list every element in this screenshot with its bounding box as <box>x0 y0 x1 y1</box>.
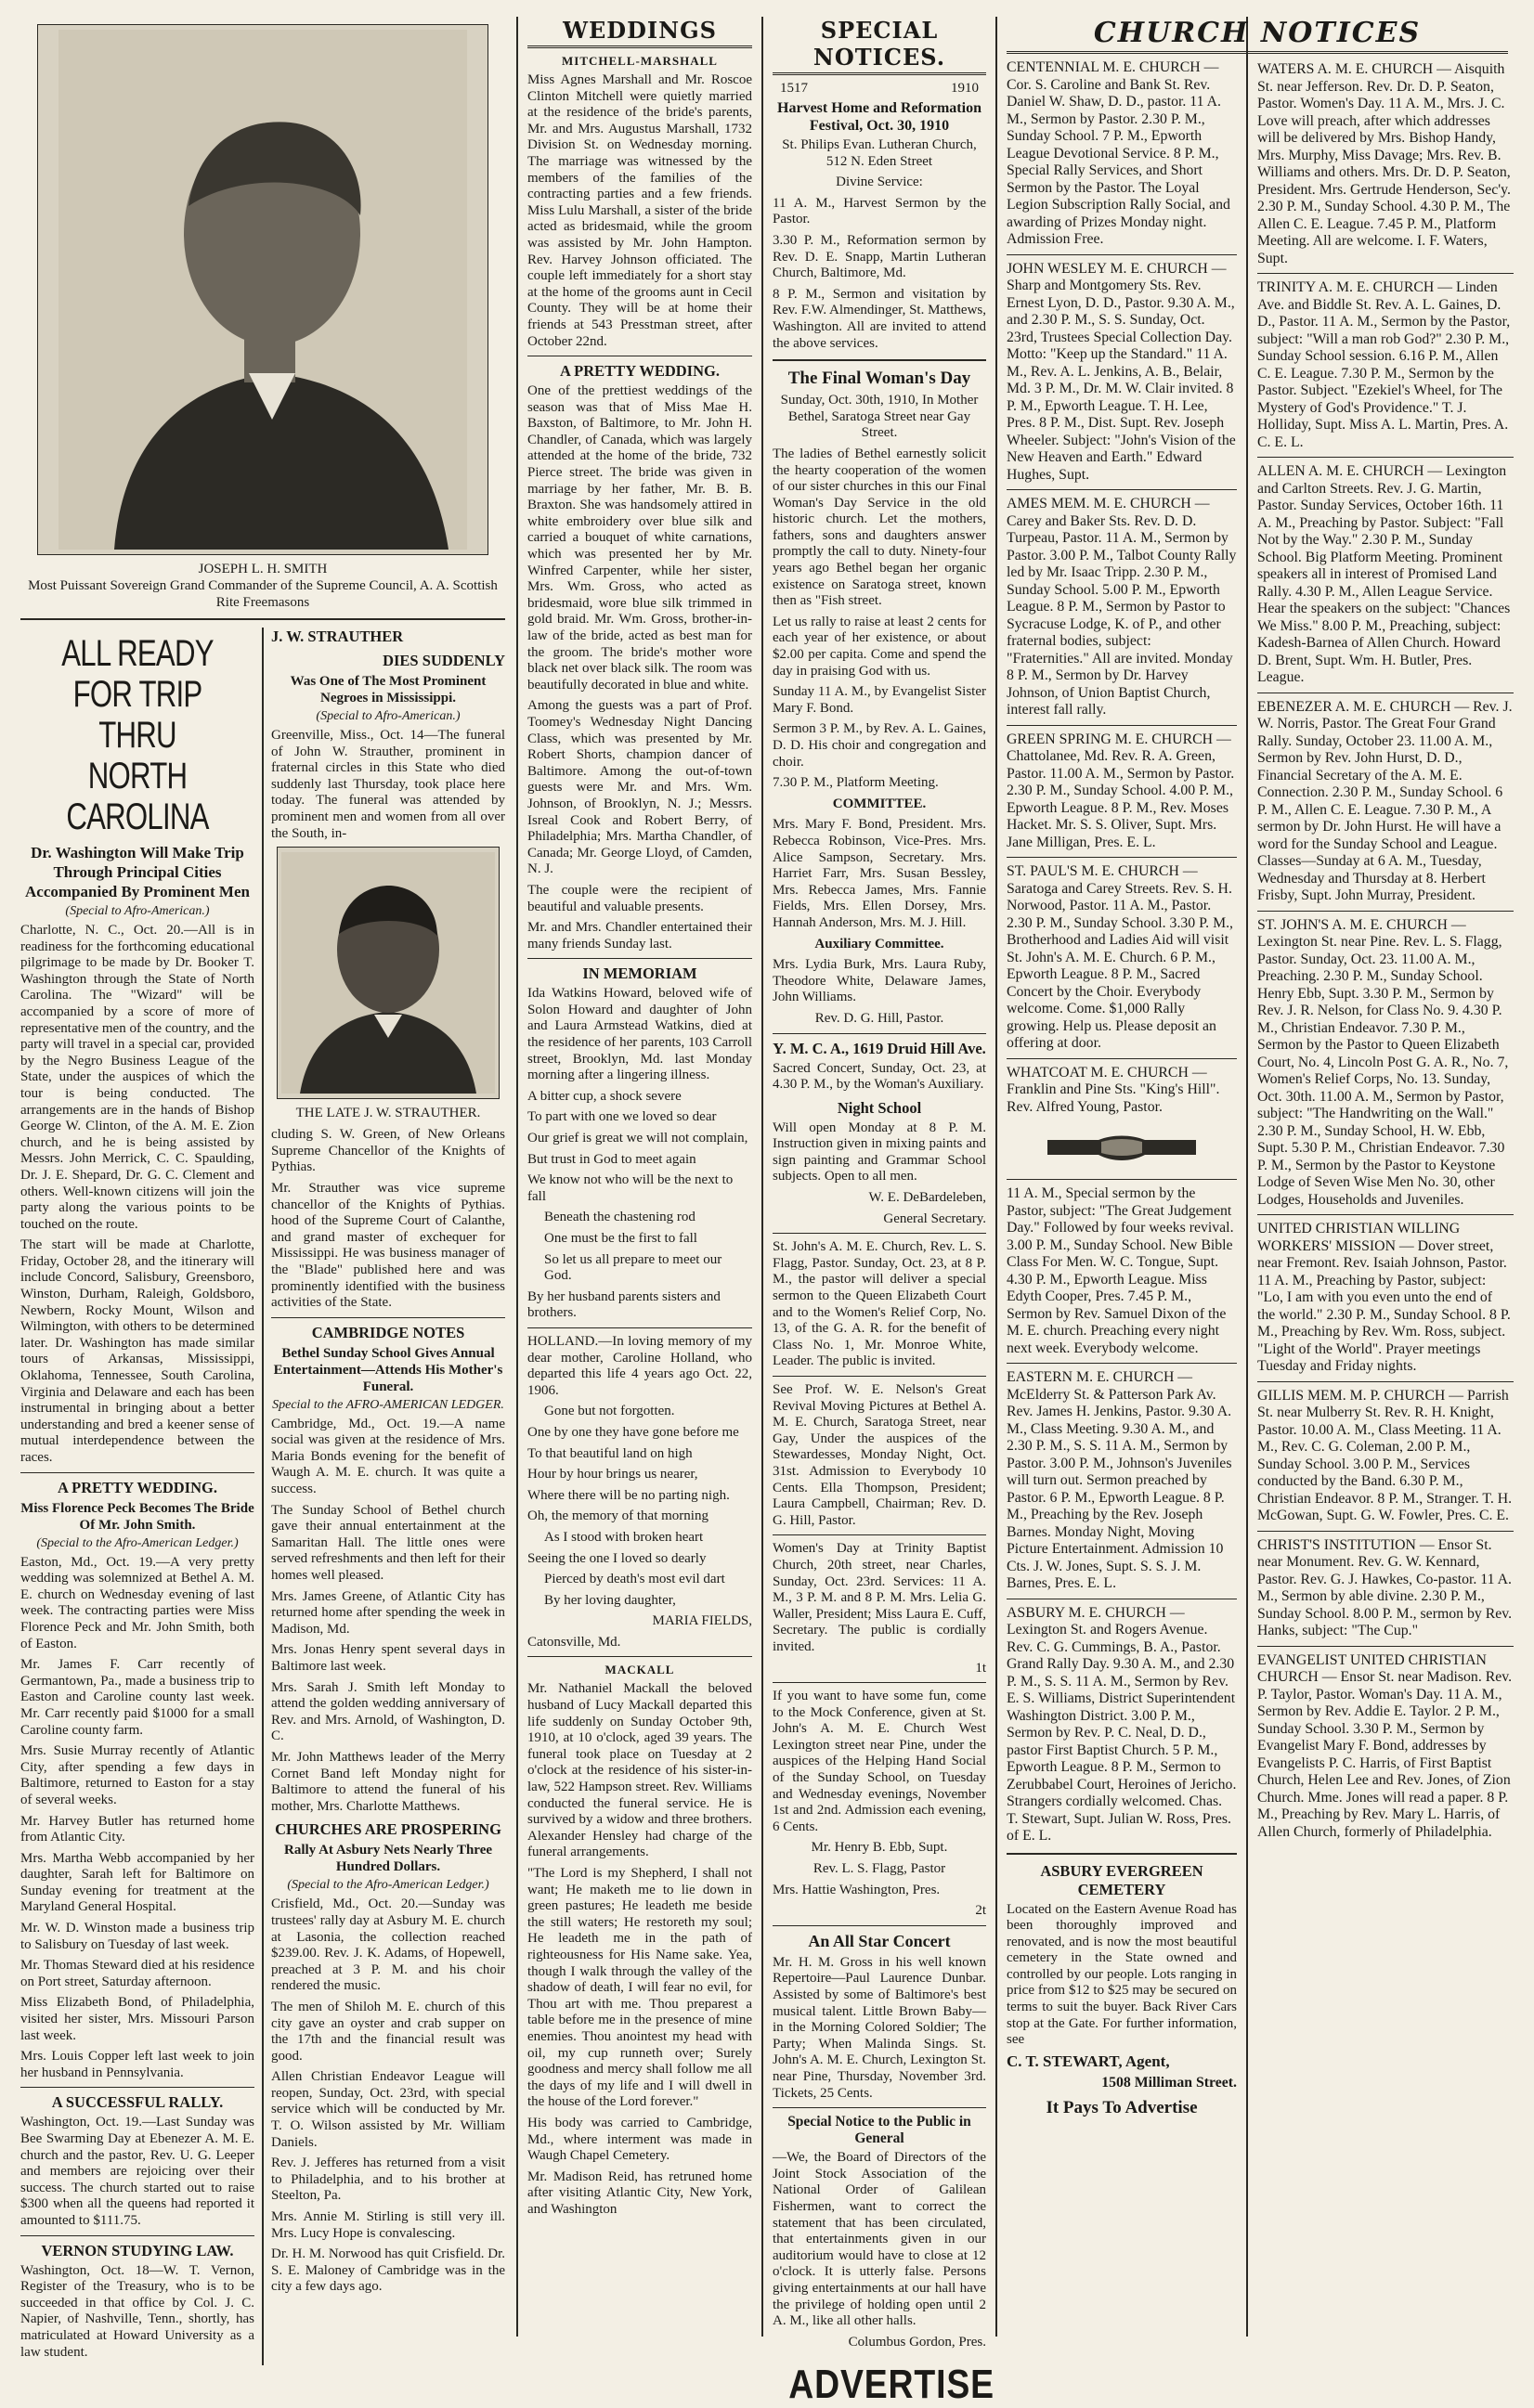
strauther-head: J. W. STRAUTHER <box>271 628 404 645</box>
prosper-body-2: The men of Shiloh M. E. church of this city gave an oyster and crab supper on the 17th and the financial result was good. <box>271 1999 505 2064</box>
wedding-deck: Miss Florence Peck Becomes The Bride Of Mr. John Smith. <box>20 1500 254 1533</box>
prosper-special: (Special to the Afro-American Ledger.) <box>287 1878 489 1893</box>
column-3 <box>518 17 761 2338</box>
rally-head: A SUCCESSFUL RALLY. <box>51 2093 224 2112</box>
trinity-tag: 1t <box>975 1660 986 1676</box>
ymca-body: Sacred Concert, Sunday, Oct. 23, at 4.30 P. M., by the Woman's Auxiliary. <box>773 1060 986 1093</box>
mackall-body-1: Mr. Nathaniel Mackall the beloved husband of Lucy Mackall departed this life suddenly on Sunday October 9th, 1910, at 10 o'clock, aged 39 years. The funeral took place on Tuesday at 2 o'clock at the residence of his sister-in-law, 522 Hampson street. Rev. Williams conducted the funeral service. He is survived by a widow and three brothers. Alexander Hensley had charge of the funeral arrangements. <box>527 1681 752 1860</box>
church-notice-text: GILLIS MEM. M. P. CHURCH — Parrish St. near Mulberry St. Rev. R. H. Knight, Pastor. 10.00 A. M., Class Meeting. 11 A. M., Rev. C. G. Coleman, 2.00 P. M., Sunday School. 3.00 P. M., Services conducted by the Band. 6.30 P. M., Christian Endeavor. 8 P. M., Stranger. T. H. McGowan, Supt. G. W. Fowler, Pres. C. E. <box>1257 1387 1513 1523</box>
harvest-year-left: 1517 <box>780 81 808 96</box>
fwd-body-7: Mrs. Mary F. Bond, President. Mrs. Rebecca Robinson, Vice-Pres. Mrs. Alice Sampson, Secretary. Mrs. Harriet Farr, Mrs. Susan Bessley, Mrs. Rebecca James, Mrs. Fannie Fields, Mrs. Ellen Dorsey, Mrs. Hannah Anderson, Mrs. M. J. Hill. <box>773 817 986 930</box>
pays-to-advertise: It Pays To Advertise <box>1046 2097 1198 2117</box>
night-school-sig-1: W. E. DeBardeleben, <box>868 1190 986 1206</box>
wedding-body-6: Mr. W. D. Winston made a business trip to Salisbury on Tuesday of last week. <box>20 1921 254 1952</box>
wedding-body-4: Mr. Harvey Butler has returned home from Atlantic City. <box>20 1813 254 1845</box>
cambridge-body-1: Cambridge, Md., Oct. 19.—A name social was given at the residence of Mrs. Maria Bonds evening for the benefit of Waugh A. M. E. church. It was quite a success. <box>271 1416 505 1497</box>
fwd-body-5: Sermon 3 P. M., by Rev. A. L. Gaines, D. D. His choir and congregation and choir. <box>773 721 986 770</box>
prosper-body-1: Crisfield, Md., Oct. 20.—Sunday was trustees' rally day at Asbury M. E. church at Lasonia, the collection reached $239.00. Rev. J. K. Adams, of Hopewell, preached at 3 P. M. and his choir rendered the music. <box>271 1897 505 1994</box>
wedding-body-8: Miss Elizabeth Bond, of Philadelphia, visited her sister, Mrs. Missouri Parson last week. <box>20 1995 254 2043</box>
holland-poem-1: Gone but not forgotten. <box>544 1404 675 1419</box>
prosper-body-5: Mrs. Annie M. Stirling is still very ill. Mrs. Lucy Hope is convalescing. <box>271 2209 505 2241</box>
pw-body-3: The couple were the recipient of beautiful and valuable presents. <box>527 882 752 914</box>
memoriam-poem-7: One must be the first to fall <box>544 1231 697 1246</box>
strauther-deck: Was One of The Most Prominent Negroes in Mississippi. <box>290 674 487 706</box>
wedding-body-9: Mrs. Louis Copper left last week to join her husband in Pennsylvania. <box>20 2049 254 2080</box>
caption-name: JOSEPH L. H. SMITH <box>198 562 328 576</box>
church-notice-text: EBENEZER A. M. E. CHURCH — Rev. J. W. Norris, Pastor. The Great Four Grand Rally. Sunday, October 23. 11.00 A. M., Sermon by Rev. John Hurst, D. D., Financial Secretary of the A. M. E. Connection. 2.30 P. M., Sunday School. 6 P. M., Allen C. E. League. 7.30 P. M., A sermon by Dr. John Hurst. He will have a word for the Sunday School and League. Classes—Sunday at 6 A. M., Tuesday, Wednesday and Thursday at 8. Herbert Frisby, Supt. John Murray, President. <box>1257 698 1513 903</box>
church-list-col6 <box>1257 61 1514 1841</box>
public-notice-sig: Columbus Gordon, Pres. <box>848 2334 986 2350</box>
church-notice-text: JOHN WESLEY M. E. CHURCH — Sharp and Montgomery Sts. Rev. Ernest Lyon, D. D., Pastor. 9.30 A. M., and 2.30 P. M., S. S. Sunday, Oct. 23rd, Trustees Special Collection Day. Motto: "Keep up the Standard." 11 A. M., Rev. A. L. Jenkins, A. B., Belair, Md. 3 P. M., Dr. M. W. Clair invited. 8 P. M., Epworth League. T. H. Lee, Pres. 8 P. M., Dist. Supt. Rev. Joseph Wheeler. Subject: "John's Vision of the New Heaven and Earth." Edward Hughes, Supt. <box>1007 260 1236 483</box>
church-notice-text: ALLEN A. M. E. CHURCH — Lexington and Carlton Streets. Rev. J. G. Martin, Pastor. Sunday Services, October 16th. 11 A. M., Preaching by Pastor. Subject: "Fall Not by the Way." 2.30 P. M., Sunday School. Big Platform Meeting. Prominent speakers all in interest of Promised Land Rally. 4.30 P. M., Allen League Service. Hear the speakers on the subject: "Chances We Miss." 8.00 P. M., Preaching, subject: Kadesh-Barnea of Allen Church. Howard D. Brent, Supt. Wm. H. Butler, Pres. League. <box>1257 463 1511 685</box>
mackall-head: MACKALL <box>604 1663 675 1677</box>
public-notice-head: Special Notice to the Public in General <box>787 2114 971 2147</box>
wedding-body-1: Easton, Md., Oct. 19.—A very pretty wedding was solemnized at Bethel A. M. E. church on Wednesday evening of last week. The contracting parties were Miss Florence Peck and Mr. John Smith, both of Easton. <box>20 1554 254 1651</box>
prosper-body-3: Allen Christian Endeavor League will reopen, Sunday, Oct. 23rd, with special service which will be conducted by Mr. T. O. Wilson assisted by Mr. William Daniels. <box>271 2069 505 2150</box>
prosper-body-6: Dr. H. M. Norwood has quit Crisfield. Dr. S. E. Maloney of Cambridge was in the city a few days ago. <box>271 2246 505 2295</box>
church-notice <box>1257 457 1514 687</box>
church-notice-text: AMES MEM. M. E. CHURCH — Carey and Baker Sts. Rev. D. D. Turpeau, Pastor. 11 A. M., Sermon by Pastor. 3.00 P. M., Talbot County Rally led by Mr. Isaac Tripp. 2.30 P. M., Sunday School. 5.00 P. M., Epworth League. 8 P. M., Sermon by Pastor to Sycracuse Lodge, K. of P., and other fraternal bodies, subject: "Fraternities." All are invited. Monday 8 P. M., Sermon by Dr. Harvey Johnson, of Union Baptist Church, interest fall rally. <box>1007 496 1237 718</box>
fwd-aux: Auxiliary Committee. <box>814 936 944 952</box>
weddings-masthead: WEDDINGS <box>527 17 752 48</box>
memoriam-body-2: By her husband parents sisters and brothers. <box>527 1288 721 1321</box>
wedding-special: (Special to the Afro-American Ledger.) <box>36 1535 239 1550</box>
strauther-head-2: DIES SUDDENLY <box>383 652 505 669</box>
pw-body-4: Mr. and Mrs. Chandler entertained their many friends Sunday last. <box>527 920 752 952</box>
harvest-year-right: 1910 <box>951 81 979 96</box>
cemetery-head: ASBURY EVERGREEN CEMETERY <box>1040 1861 1203 1898</box>
harvest-head: Harvest Home and Reformation Festival, Oct. 30, 1910 <box>777 100 982 134</box>
prosper-head: CHURCHES ARE PROSPERING <box>275 1820 501 1839</box>
prosper-body-4: Rev. J. Jefferes has returned from a visit to Philadelphia, and to his brother at Steelton, Pa. <box>271 2156 505 2204</box>
memoriam-body-1: Ida Watkins Howard, beloved wife of Solon Howard and daughter of John and Laura Armstead Watkins, died at the residence of her parents, 103 Carroll street, Brooklyn, Md. last Monday morning after a lingering illness. <box>527 986 752 1083</box>
cambridge-head: CAMBRIDGE NOTES <box>311 1323 465 1341</box>
fwd-body-3: Let us rally to raise at least 2 cents for each year of her existence, or about $2.00 per capita. Come and spend the day in praising God with us. <box>773 614 986 679</box>
column-1 <box>11 17 514 2360</box>
mm-body-1: Miss Agnes Marshall and Mr. Roscoe Clinton Mitchell were quietly married at the residence of the bride's parents, Mr. and Mrs. Augustus Marshall, 1732 Division St. on Wednesday morning. The marriage was witnessed by the members of the families of the contracting parties and a few friends. Miss Lulu Marshall, a sister of the bride acted as bridesmaid, while the groom was assisted by Mr. John Hampton. Rev. Harvey Johnson officiated. The couple left immediately for a short stay at the home of the grooms aunt in Cecil County. They will be at home their friends at 543 Presstman street, after October 22nd. <box>527 72 752 349</box>
trinity-notice: Women's Day at Trinity Baptist Church, 20th street, near Charles, Sunday, Oct. 23rd. Services: 11 A. M., 3 P. M. and 8 P. M. Mrs. Lelia G. Waller, President; Miss Laura E. Cuff, Secretary. The public is cordially invited. <box>773 1541 986 1654</box>
allstar-body: Mr. H. M. Gross in his well known Repertoire—Paul Laurence Dunbar. Assisted by some of Baltimore's best musical talent. Little Brown Baby—in the Morning Colored Soldier; The Party; When Malinda Sings. St. John's A. M. E. Church, Lexington St. near Pine, Thursday, November 3rd. Tickets, 25 Cents. <box>773 1954 986 2101</box>
cambridge-body-4: Mrs. Jonas Henry spent several days in Baltimore last week. <box>271 1642 505 1674</box>
stjohn-notice: St. John's A. M. E. Church, Rev. L. S. Flagg, Pastor. Sunday, Oct. 23, at 8 P. M., the pastor will deliver a special sermon to the Queen Elizabeth Court and to the Women's Relief Corp, No. 13, of the G. A. R. for the benefit of Class No. 1, Mr. Monroe White, Leader. The public is invited. <box>773 1239 986 1369</box>
advertise-banner: ADVERTISE <box>788 2362 994 2408</box>
special-notices-masthead: SPECIAL NOTICES. <box>773 17 986 75</box>
law-body: Washington, Oct. 18—W. T. Vernon, Register of the Treasury, who is to be succeeded in that office by Col. J. C. Napier, of Nashville, Tenn., shortly, has matriculated at Howard University as a law student. <box>20 2262 254 2360</box>
church-notice <box>1257 693 1514 905</box>
portrait-photo-smith <box>37 24 488 555</box>
church-notice-text: EVANGELIST UNITED CHRISTIAN CHURCH — Ensor St. near Madison. Rev. P. Taylor, Pastor. Woman's Day. 11 A. M., Sermon by Rev. Addie E. Taylor. 2 P. M., Sunday School. 3.30 P. M., Sermon by Evangelist Mary F. Bond, addresses by Evangelists P. C. Harris, of First Baptist Church, Helen Lee and Rev. Jones, of Zion Church. Mme. Jones will read a paper. 8 P. M., Preaching by Rev. Mary L. Harris, of Allen Church, formerly of Philadelphia. <box>1257 1651 1513 1840</box>
trip-headline: ALL READY FOR TRIP THRU NORTH CAROLINA <box>61 633 214 837</box>
prosper-deck: Rally At Asbury Nets Nearly Three Hundred Dollars. <box>283 1843 493 1875</box>
memoriam-poem-4: But trust in God to meet again <box>527 1151 696 1167</box>
holland-poem-8: Seeing the one I loved so dearly <box>527 1550 707 1566</box>
church-notice <box>1007 59 1237 249</box>
pw-body-1: One of the prettiest weddings of the season was that of Miss Mae H. Baxston, of Baltimore, to Mr. John H. Chandler, of Canada, which was largely attended at the home of the bride, 732 Pierce street. The bride was given in marriage by her father, Mr. B. B. Braxton. She was handsomely attired in white embroidery over blue silk and carried a bouquet of white carnations, which was presented her by Mr. Winfred Carpenter, while her sister, Mrs. Wm. Gross, who acted as bridesmaid, wore blue silk trimmed in gold braid. Mr. Wm. Gross, brother-in-law of the bride, acted as best man for the groom. The bride's mother wore black net over black silk. The room was beautifully decorated in blue and white. <box>527 383 752 693</box>
fwd-committee: COMMITTEE. <box>832 796 927 811</box>
wedding-body-5: Mrs. Martha Webb accompanied by her daughter, Sarah left for Baltimore on Sunday evening for treatment at the Maryland General Hospital. <box>20 1850 254 1915</box>
church-notice <box>1007 725 1237 852</box>
portrait-caption <box>20 561 505 611</box>
holland-poem-6: Oh, the memory of that morning <box>527 1508 708 1524</box>
fwd-body-2: The ladies of Bethel earnestly solicit the hearty cooperation of the women of our sister churches in this our Final Woman's Day Service in the old historic church. Let the mothers, fathers, sons and daughters answer promptly the call to duty. Ninety-four years ago Bethel began her organic existence on Saratoga street, known then as "Fish street. <box>773 446 986 609</box>
holland-poem-7: As I stood with broken heart <box>544 1529 704 1545</box>
cambridge-body-3: Mrs. James Greene, of Atlantic City has returned home after spending the week in Madison, Md. <box>271 1588 505 1637</box>
fwd-body-1: Sunday, Oct. 30th, 1910, In Mother Bethel, Saratoga Street near Gay Street. <box>780 393 979 441</box>
column-6 <box>1248 61 1523 2338</box>
cemetery-sig-1: C. T. STEWART, Agent, <box>1007 2052 1170 2070</box>
holland-body: HOLLAND.—In loving memory of my dear mother, Caroline Holland, who departed this life 4 years ago Oct. 22, 1906. <box>527 1333 752 1398</box>
cemetery-body: Located on the Eastern Avenue Road has been thoroughly improved and renovated, and is now the most beautiful cemetery in the State owned and controlled by our people. Lots ranging in price from $12 to $25 may be secured on terms to suit the buyer. Back River Cars stop at the Gate. For further information, see <box>1007 1901 1237 2048</box>
cambridge-body-6: Mr. John Matthews leader of the Merry Cornet Band left Monday night for Baltimore to attend the funeral of his mother, Mrs. Charlotte Matthews. <box>271 1749 505 1814</box>
church-notice-text: ST. JOHN'S A. M. E. CHURCH — Lexington St. near Pine. Rev. L. S. Flagg, Pastor. Sunday, Oct. 23. 11.00 A. M., Preaching. 2.30 P. M., Sunday School. Henry Ebb, Supt. 3.30 P. M., Sermon by Rev. J. R. Nelson, for Class No. 9. 4.30 P. M., Christian Endeavor. 7.30 P. M., Sermon by the Pastor to Queen Elizabeth Court, No. 4, Lincoln Post G. A. R., No. 7, Women's Relief Corps, No. 13. Sunday, Oct. 30th. 11.00 A. M., Sermon by Pastor, subject: "The Handwriting on the Wall." 2.30 P. M., Sunday School, H. W. Ebb, Supt. 5.30 P. M., Christian Endeavor. 7.30 P. M., Sermon by the Pastor to Keystone Lodge of Seven Wise Men No. 30, other Lodges, Households and Juveniles. <box>1257 916 1509 1208</box>
church-notice <box>1257 1646 1514 1842</box>
church-notice-text: WATERS A. M. E. CHURCH — Aisquith St. near Jefferson. Rev. Dr. D. P. Seaton, Pastor. Women's Day. 11 A. M., Mrs. J. C. Love will preach, after which addresses will be delivered by Mrs. Bishop Handy, Mrs. Murphy, Miss Davage; Mrs. Rev. B. Williams and others. Mrs. Dr. D. P. Seaton, President. Mrs. Gertrude Henderson, Sec'y. 2.30 P. M., Sunday School. 4.30 P. M., The Allen C. E. League. 7.45 P. M., Platform Meeting. All are welcome. I. F. Waters, Supt. <box>1257 61 1511 266</box>
church-notice <box>1007 1058 1237 1117</box>
column-2 <box>264 628 505 2365</box>
cambridge-body-2: The Sunday School of Bethel church gave their annual entertainment at the Samaritan Hall. The little ones were served refreshments and then left for their homes well pleased. <box>271 1502 505 1584</box>
holland-signature-2: MARIA FIELDS, <box>652 1613 752 1629</box>
holland-poem-4: Hour by hour brings us nearer, <box>527 1467 698 1482</box>
memoriam-poem-5: We know not who will be the next to fall <box>527 1172 734 1204</box>
strauther-body-2: cluding S. W. Green, of New Orleans Supreme Chancellor of the Knights of Pythias. <box>271 1127 505 1175</box>
portrait-photo-strauther <box>277 847 500 1099</box>
fwd-body-4: Sunday 11 A. M., by Evangelist Sister Mary F. Bond. <box>773 684 986 716</box>
memoriam-head: IN MEMORIAM <box>582 964 697 983</box>
church-notice <box>1007 254 1237 485</box>
holland-signature-1: By her loving daughter, <box>544 1592 676 1608</box>
church-notice <box>1257 1214 1514 1376</box>
church-notice-text: 11 A. M., Special sermon by the Pastor, subject: "The Great Judgement Day." Followed by four weeks revival. 3.00 P. M., Sunday School. New Bible Class For Men. W. C. Tongue, Supt. 4.30 P. M., Epworth League. Miss Edyth Cooper, Pres. 7.45 P. M., Sermon by Rev. Samuel Dixon of the M. E. church. Preaching every night next week. Everybody welcome. <box>1007 1185 1234 1356</box>
church-notice <box>1257 911 1514 1210</box>
handshake-icon <box>1007 1121 1237 1173</box>
wedding-body-2: Mr. James F. Carr recently of Germantown, Pa., made a business trip to Easton and Caroline county last week. Mr. Carr recently paid $1000 for a small Caroline county farm. <box>20 1657 254 1738</box>
cambridge-body-5: Mrs. Sarah J. Smith left Monday to attend the golden wedding anniversary of Rev. and Mrs. Arnold, of Washington, D. C. <box>271 1679 505 1744</box>
allstar-head: An All Star Concert <box>808 1931 951 1950</box>
mackall-body-4: Mr. Madison Reid, has retruned home after visiting Atlantic City, New York, and Washington <box>527 2168 752 2217</box>
portrait-illustration <box>58 30 467 550</box>
church-notices-masthead: CHURCH NOTICES <box>1007 17 1508 54</box>
church-notice-text: WHATCOAT M. E. CHURCH — Franklin and Pine Sts. "King's Hill". Rev. Alfred Young, Pastor. <box>1007 1064 1220 1115</box>
trip-special: (Special to Afro-American.) <box>65 904 210 918</box>
wedding-body-3: Mrs. Susie Murray recently of Atlantic City, after spending a few days in Baltimore, returned to Easton for a stay of several weeks. <box>20 1743 254 1807</box>
column-4 <box>763 17 995 2408</box>
mackall-body-2: "The Lord is my Shepherd, I shall not want; He maketh me to lie down in green pastures; He leadeth me beside the still waters; He restoreth my soul; He leadeth me in the path of righteousness for His Name sake. Yea, though I walk through the valley of the shadow of death, I will fear no evil, for Thou art with me. Thou preparest a table before me in the presence of mine enemies. Thou anointest my head with oil, my cup runneth over; Surely goodness and mercy shall follow me all the days of my life and I will dwell in the house of the Lord forever." <box>527 1866 752 2110</box>
memoriam-poem-6: Beneath the chastening rod <box>544 1210 696 1225</box>
public-notice-body: —We, the Board of Directors of the Joint Stock Association of the National Order of Galilean Fishermen, want to correct the statement that has been circulated, that entertainments given in our auditorium would have to close at 12 o'clock. It is utterly false. Persons giving entertainments at our hall have the privilege of holding open until 2 A. M., like all other halls. <box>773 2150 986 2329</box>
church-notice <box>1007 489 1237 719</box>
church-notice-text: ST. PAUL'S M. E. CHURCH — Saratoga and Carey Streets. Rev. S. H. Norwood, Pastor. 11 A. M., Pastor. 2.30 P. M., Sunday School. 3.30 P. M., Brotherhood and Ladies Aid will visit St. John's A. M. E. Church. 6 P. M., Epworth League. 8 P. M., Sacred Concert by the Choir. Everybody welcome. Come. $1,000 Rally growing. Help us. Please deposit an offering at door. <box>1007 863 1234 1051</box>
church-notice <box>1257 1531 1514 1640</box>
fun-sig-2: Rev. L. S. Flagg, Pastor <box>812 1861 946 1877</box>
strauther-caption: THE LATE J. W. STRAUTHER. <box>295 1106 481 1121</box>
church-notice <box>1257 1381 1514 1525</box>
harvest-body-4: 3.30 P. M., Reformation sermon by Rev. D. E. Snapp, Martin Lutheran Church, Baltimore, Md. <box>773 232 986 281</box>
fun-sig-1: Mr. Henry B. Ebb, Supt. <box>811 1840 948 1856</box>
wedding-head: A PRETTY WEDDING. <box>58 1478 217 1496</box>
holland-poem-2: One by one they have gone before me <box>527 1424 739 1440</box>
holland-poem-5: Where there will be no parting nigh. <box>527 1487 730 1503</box>
caption-title: Most Puissant Sovereign Grand Commander of the Supreme Council, A. A. Scottish Rite Freemasons <box>28 578 498 610</box>
wedding-body-7: Mr. Thomas Steward died at his residence on Port street, Saturday afternoon. <box>20 1958 254 1989</box>
memoriam-poem-1: A bitter cup, a shock severe <box>527 1088 682 1104</box>
fwd-body-6: 7.30 P. M., Platform Meeting. <box>773 775 939 791</box>
church-notice <box>1257 273 1514 451</box>
fun-notice: If you want to have some fun, come to the Mock Conference, given at St. John's A. M. E. Church West Lexington street near Pine, under the auspices of the Helping Hand Social of the Sunday School, on Tuesday and Wednesday evenings, November 1st and 2nd. Admission each evening, 6 Cents. <box>773 1689 986 1834</box>
holland-poem-9: Pierced by death's most evil dart <box>544 1572 725 1587</box>
church-notice <box>1257 61 1514 267</box>
final-womans-day-head: The Final Woman's Day <box>787 369 971 389</box>
church-notice-text: UNITED CHRISTIAN WILLING WORKERS' MISSION — Dover street, near Fremont. Rev. Isaiah Johnson, Pastor. 11 A. M., Preaching by Pastor, subject: "Lo, I am with you even unto the end of the world." 2.30 P. M., Sunday School. 8 P. M., Preaching by Rev. Wm. Ross, subject. "Light of the World". Prayer meetings Tuesday and Friday nights. <box>1257 1221 1511 1374</box>
nelson-notice: See Prof. W. E. Nelson's Great Revival Moving Pictures at Bethel A. M. E. Church, Saratoga Street, near Gay, Under the auspices of the Stewardesses, Monday Night, Oct. 31st. Admission to Everybody 10 Cents. Ella Thompson, President; Laura Campbell, Chairman; Rev. D. G. Hill, Pastor. <box>773 1382 986 1528</box>
church-list-col5 <box>1007 59 1237 1845</box>
night-school-head: Night School <box>837 1098 922 1117</box>
memoriam-poem-3: Our grief is great we will not complain, <box>527 1131 748 1146</box>
strauther-special: (Special to Afro-American.) <box>316 709 461 723</box>
fun-sig-3: Mrs. Hattie Washington, Pres. <box>773 1882 941 1897</box>
rally-body: Washington, Oct. 19.—Last Sunday was Bee Swarming Day at Ebenezer A. M. E. church and the pastor, Rev. U. G. Leeper and members are rejoicing over their success. The church started out to raise $300 when all the queens had reported it amounted to $111.75. <box>20 2115 254 2228</box>
mackall-body-3: His body was carried to Cambridge, Md., where interment was made in Waugh Chapel Cemetery. <box>527 2115 752 2164</box>
church-notice-text: TRINITY A. M. E. CHURCH — Linden Ave. and Biddle St. Rev. A. L. Gaines, D. D., Pastor. 11 A. M., Sermon by the Pastor, subject: "Will a man rob God?" 2.30 P. M., Sunday School session. 6.16 P. M., Allen C. E. League. 7.30 P. M., Sermon by the Pastor. Subject. "Ezekiel's Wheel, for The Mystery of God's Providence." T. J. Holliday, Supt. Miss A. L. Martin, Pres. A. C. E. L. <box>1257 279 1511 450</box>
weddings-subhead: MITCHELL-MARSHALL <box>562 54 718 68</box>
fun-tag: 2t <box>975 1903 986 1919</box>
holland-signature-3: Catonsville, Md. <box>527 1634 621 1650</box>
night-school-sig-2: General Secretary. <box>883 1210 986 1226</box>
church-notice-text: CENTENNIAL M. E. CHURCH — Cor. S. Caroline and Bank St. Rev. Daniel W. Shaw, D. D., pastor. 11 A. M., Sermon by Pastor. 2.30 P. M., Sunday School. 7 P. M., Epworth League Devotional Service. 8 P. M., Special Rally Services, and Short Sermon by the Pastor. The Loyal Legion Subscription Rally Social, and awarding of Prizes Monday night. Admission Free. <box>1007 59 1230 247</box>
church-notice-text: CHRIST'S INSTITUTION — Ensor St. near Monument. Rev. G. W. Kennard, Pastor. Rev. G. J. Hawkes, Co-pastor. 11 A. M., Sermon by able divine. 2.30 P. M., Sunday School. 8.00 P. M., sermon by Rev. Hanks, subject: "The Cup." <box>1257 1536 1513 1638</box>
night-school-body: Will open Monday at 8 P. M. Instruction given in mixing paints and sign painting and Grammar School subjects. Open to all men. <box>773 1120 986 1185</box>
church-notice-text: EASTERN M. E. CHURCH — McElderry St. & Patterson Park Av. Rev. James H. Jenkins, Pastor. 9.30 A. M., Class Meeting. 9.30 A. M., and 2.30 P. M., S. S. 11 A. M., Sermon by Pastor. 3.00 P. M., Johnson's Juveniles will turn out. Sermon preached by Pastor. 6 P. M., Epworth League. 8 P. M., Preaching by the Rev. Joseph Barnes. Monday Night, Moving Picture Entertainment. Admission 10 Cts. J. W. Jones, Supt. S. S. J. M. Barnes, Pres. E. L. <box>1007 1369 1232 1591</box>
ymca-head: Y. M. C. A., 1619 Druid Hill Ave. <box>773 1039 986 1057</box>
fwd-body-9: Rev. D. G. Hill, Pastor. <box>814 1010 944 1026</box>
memoriam-poem-2: To part with one we loved so dear <box>527 1109 717 1125</box>
cemetery-sig-2: 1508 Milliman Street. <box>1101 2075 1237 2091</box>
cambridge-special: Special to the AFRO-AMERICAN LEDGER. <box>272 1397 504 1412</box>
fwd-body-8: Mrs. Lydia Burk, Mrs. Laura Ruby, Theodore White, Delaware James, John Williams. <box>773 957 986 1005</box>
harvest-body-1: St. Philips Evan. Lutheran Church, 512 N. Eden Street <box>782 137 977 169</box>
church-notice <box>1007 1179 1237 1357</box>
col1-left <box>20 628 264 2365</box>
church-notice <box>1007 1363 1237 1593</box>
harvest-body-3: 11 A. M., Harvest Sermon by the Pastor. <box>773 195 986 227</box>
memoriam-poem-8: So let us all prepare to meet our God. <box>544 1251 722 1284</box>
law-head: VERNON STUDYING LAW. <box>41 2241 234 2259</box>
pretty-wedding-head: A PRETTY WEDDING. <box>560 362 720 381</box>
church-notice-text: GREEN SPRING M. E. CHURCH — Chattolanee, Md. Rev. R. A. Green, Pastor. 11.00 A. M., Sermon by Pastor. 2.30 P. M., Sunday School. 4.00 P. M., Epworth League. 8 P. M., Rev. Moses Hacket. Mr. S. S. Oliver, Supt. Mrs. Jane Milligan, Pres. E. L. <box>1007 731 1235 850</box>
harvest-body-2: Divine Service: <box>836 175 923 190</box>
church-notice <box>1007 857 1237 1053</box>
strauther-body-3: Mr. Strauther was vice supreme chancellor of the Knights of Pythias. hood of the Supreme Court of Calanthe, and grand master of exchequer for Mississippi. He was business manager of the "Blade" published here and was prominently identified with the business activities of the State. <box>271 1180 505 1311</box>
trip-deck: Dr. Washington Will Make Trip Through Principal Cities Accompanied By Prominent Men <box>25 844 250 900</box>
trip-body-2: The start will be made at Charlotte, Friday, October 28, and the itinerary will include Concord, Salisbury, Greensboro, Winston, Durham, Raleigh, Goldsboro, Newbern, Rocky Mount, Wilson and Wilmington, with others to be determined later. Dr. Washington has made similar tours of Arkansas, Mississippi, Oklahoma, Tennessee, South Carolina, Virginia and Delaware and each has been instrumental in bringing about a better understanding and bred a keener sense of mutual interdependence between the races. <box>20 1237 254 1465</box>
church-notice-text: ASBURY M. E. CHURCH — Lexington St. and Rogers Avenue. Rev. C. G. Cummings, B. A., Pastor. Grand Rally Day. 9.30 A. M., and 2.30 P. M., S. S. 11 A. M., Sermon by Rev. E. S. Williams, District Superintendent Washington District. 3.00 P. M., Sermon by Rev. P. C. Neal, D. D., pastor First Baptist Church. 5 P. M., Epworth League. 8 P. M., Sermon to Zerubbabel Court, Heroines of Jericho. Strangers cordially welcomed. Chas. T. Stewart, Supt. Julian W. Ross, Pres. of E. L. <box>1007 1604 1237 1844</box>
trip-body-1: Charlotte, N. C., Oct. 20.—All is in readiness for the forthcoming educational pilgrimage to be made by Dr. Booker T. Washington through the State of North Carolina. The "Wizard" will be accompanied by a score of more of representative men of the country, and the party will travel in a special car, provided by the Negro Business League of the State, under the auspices of which the tour is being conducted. The arrangements are in the hands of Bishop George W. Clinton, of the A. M. E. Zion church, and he is being assisted by Messrs. John Merrick, C. C. Spaulding, Dr. J. E. Shepard, Dr. G. C. Clement and others. Well-known citizens will join the party along the various points to be touched on the route. <box>20 923 254 1232</box>
harvest-body-5: 8 P. M., Sermon and visitation by Rev. F.W. Almendinger, St. Matthews, Washington. All are invited to attend the above services. <box>773 286 986 351</box>
cambridge-deck: Bethel Sunday School Gives Annual Entertainment—Attends His Mother's Funeral. <box>273 1345 503 1394</box>
holland-poem-3: To that beautiful land on high <box>527 1445 693 1461</box>
strauther-body-1: Greenville, Miss., Oct. 14—The funeral of John W. Strauther, prominent in fraternal circles in this State who died suddenly last Thursday, took place here today. The funeral was attended by prominent men and women from all over the South, in- <box>271 728 505 841</box>
strauther-illustration <box>281 852 495 1094</box>
pw-body-2: Among the guests was a part of Prof. Toomey's Wednesday Night Dancing Class, which was presented by Mr. Robert Shorts, champion dancer of Baltimore. Among the out-of-town guests were Mr. and Mrs. Wm. Johnson, of Brooklyn, N. J.; Messrs. Isreal Cook and Robert Berry, of Philadelphia; Mrs. Martha Chandler, of Canada; Mr. George Lloyd, of Camden, N. J. <box>527 698 752 877</box>
church-notice <box>1007 1599 1237 1845</box>
